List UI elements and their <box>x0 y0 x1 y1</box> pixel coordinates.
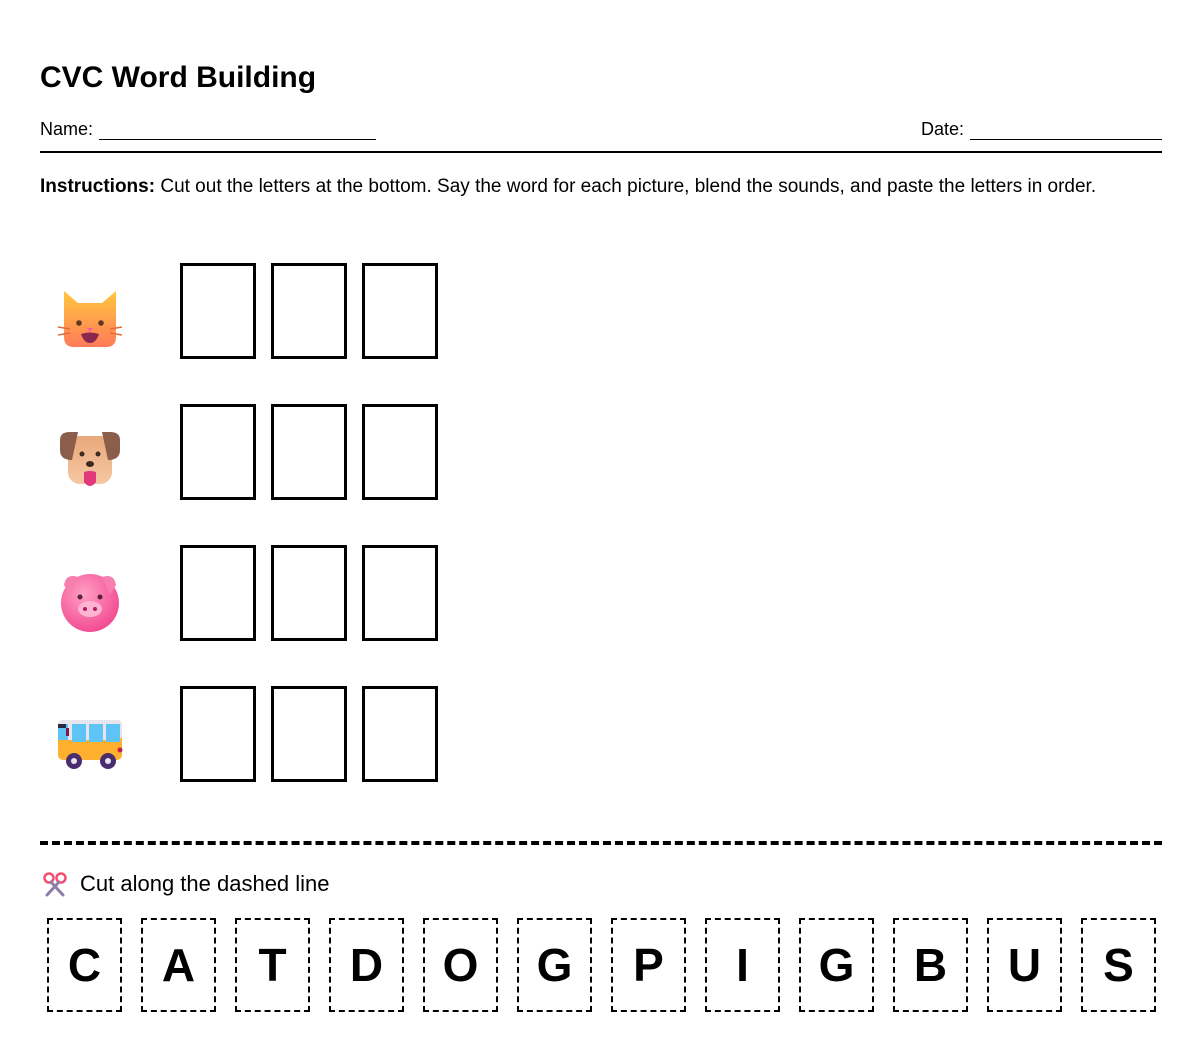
letter-card[interactable]: G <box>517 918 592 1012</box>
letter-card[interactable]: U <box>987 918 1062 1012</box>
name-field-group <box>40 119 376 140</box>
letter-box[interactable] <box>362 545 438 641</box>
date-label: Date: <box>920 119 964 139</box>
name-date-row <box>40 119 1162 143</box>
letter-box[interactable] <box>180 545 256 641</box>
cut-instruction <box>42 870 330 898</box>
letter-box[interactable] <box>362 404 438 500</box>
cut-label-text: Cut along the dashed line <box>80 871 330 896</box>
letter-box[interactable] <box>271 686 347 782</box>
pig-face-icon <box>56 567 124 635</box>
date-field[interactable] <box>970 119 1162 140</box>
name-field[interactable] <box>99 119 376 140</box>
letter-card[interactable]: S <box>1081 918 1156 1012</box>
letter-card[interactable]: D <box>329 918 404 1012</box>
letter-box[interactable] <box>180 263 256 359</box>
cat-face-icon <box>56 285 124 353</box>
letter-box[interactable] <box>362 263 438 359</box>
letter-card[interactable]: P <box>611 918 686 1012</box>
letter-card[interactable]: B <box>893 918 968 1012</box>
header-divider <box>40 151 1162 153</box>
letter-card[interactable]: A <box>141 918 216 1012</box>
instructions-text: Cut out the letters at the bottom. Say the word for each picture, blend the sounds, and paste the letters in order. <box>155 176 1097 197</box>
word-row-bus <box>40 686 460 782</box>
word-row-pig <box>40 545 460 641</box>
instructions <box>40 175 1162 199</box>
scissors-icon <box>42 871 68 897</box>
page-title: CVC Word Building <box>40 61 317 94</box>
cut-dashed-line <box>40 841 1162 845</box>
word-row-dog <box>40 404 460 500</box>
letter-card[interactable]: G <box>799 918 874 1012</box>
letter-box[interactable] <box>180 404 256 500</box>
letter-box[interactable] <box>180 686 256 782</box>
dog-face-icon <box>56 426 124 494</box>
letter-box[interactable] <box>362 686 438 782</box>
letter-card[interactable]: T <box>235 918 310 1012</box>
instructions-label: Instructions: <box>40 176 156 197</box>
letter-card[interactable]: C <box>47 918 122 1012</box>
letter-box[interactable] <box>271 545 347 641</box>
date-field-group <box>921 119 1162 140</box>
letter-box[interactable] <box>271 263 347 359</box>
bus-icon <box>56 708 124 776</box>
letter-card[interactable]: I <box>705 918 780 1012</box>
word-row-cat <box>40 263 460 359</box>
name-label: Name: <box>40 119 94 139</box>
letter-card[interactable]: O <box>423 918 498 1012</box>
letter-box[interactable] <box>271 404 347 500</box>
